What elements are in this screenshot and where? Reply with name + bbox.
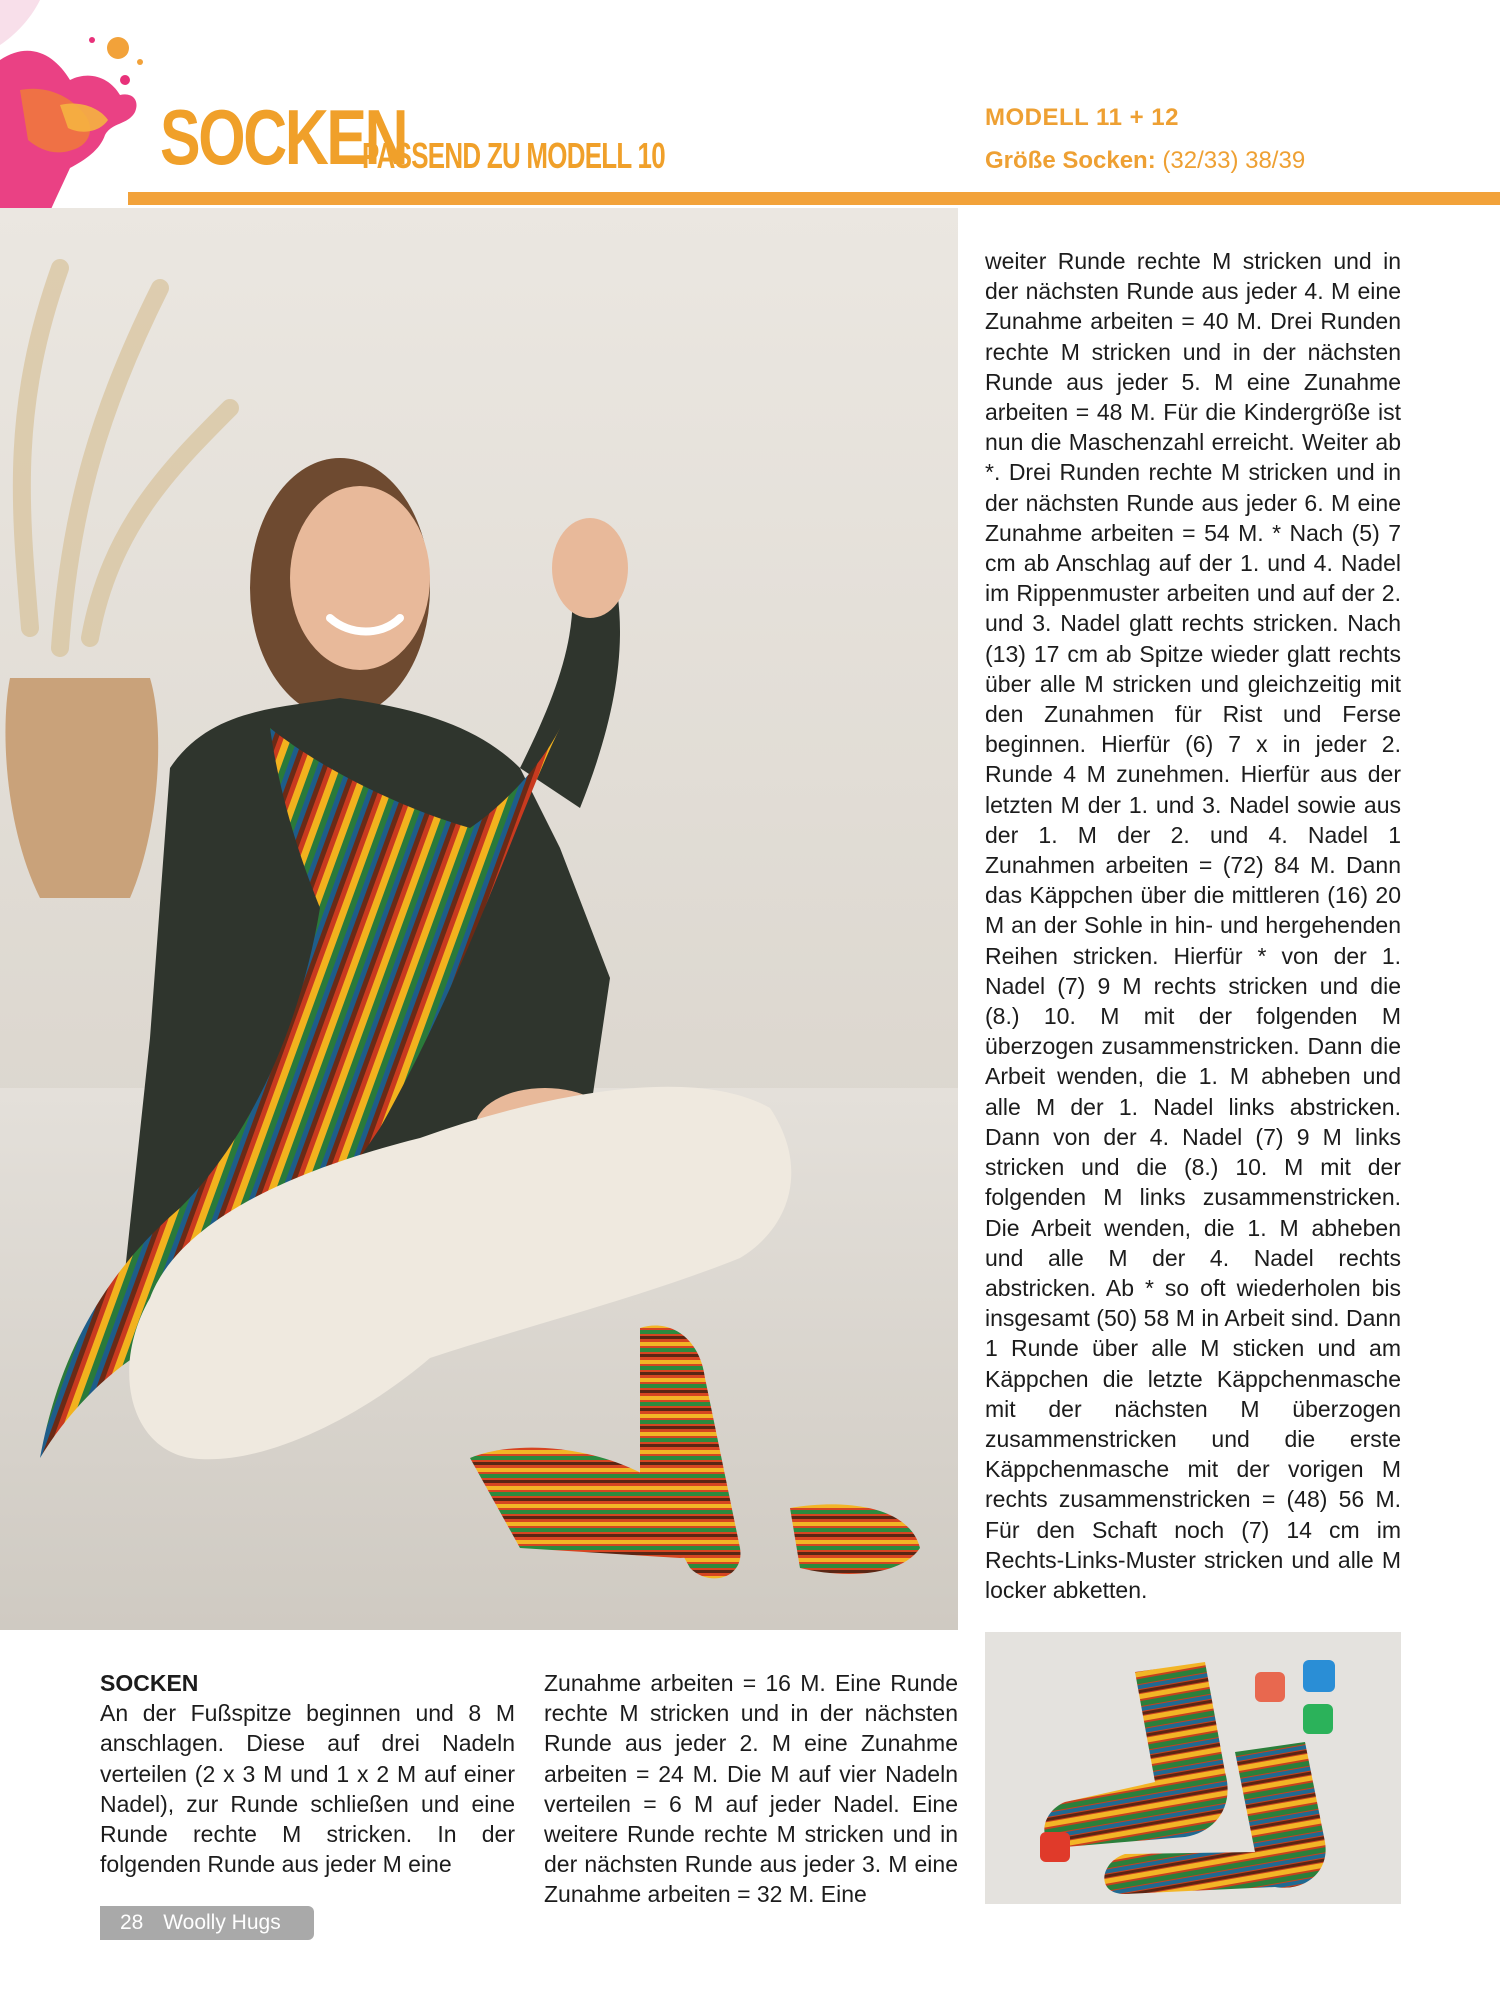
instructions-column-left xyxy=(100,1668,515,1879)
page-subtitle: PASSEND ZU MODELL 10 xyxy=(362,135,665,176)
size-label: Größe Socken: xyxy=(985,147,1156,174)
main-photo xyxy=(0,208,958,1630)
magazine-name: Woolly Hugs xyxy=(163,1911,281,1934)
section-heading: SOCKEN xyxy=(100,1670,199,1696)
socks-photo xyxy=(985,1632,1401,1904)
size-value: (32/33) 38/39 xyxy=(1162,147,1306,174)
page-footer xyxy=(100,1906,314,1940)
page-number: 28 xyxy=(120,1911,144,1934)
size-info xyxy=(985,147,1305,175)
main-photo-illustration xyxy=(0,208,958,1630)
page-title: SOCKEN xyxy=(160,93,407,181)
socks-photo-illustration xyxy=(985,1632,1401,1904)
instructions-column-middle: Zunahme arbeiten = 16 M. Eine Runde rechte M stricken und in der nächsten Runde aus jeder 2. M eine Zunahme arbeiten = 24 M. Die M auf vier Nadeln verteilen = 6 M auf jeder Nadel. Eine weitere Runde rechte M stricken und in der nächsten Runde aus jeder 3. M eine Zunahme arbeiten = 32 M. Eine xyxy=(544,1670,958,1908)
header-rule xyxy=(128,192,1500,205)
model-number: MODELL 11 + 12 xyxy=(985,104,1179,131)
instructions-column-right: weiter Runde rechte M stricken und in der nächsten Runde aus jeder 4. M eine Zunahme arbeiten = 40 M. Drei Runden rechte M stricken und in der nächsten Runde aus jeder 5. M eine Zunahme arbeiten = 48 M. Für die Kindergröße ist nun die Maschenzahl erreicht. Weiter ab *. Drei Runden rechte M stricken und in der nächsten Runde aus jeder 6. M eine Zunahme arbeiten = 54 M. * Nach (5) 7 cm ab Anschlag auf der 1. und 4. Nadel im Rippenmuster arbeiten und auf der 2. und 3. Nadel glatt rechts stricken. Nach (13) 17 cm ab Spitze wieder glatt rechts über alle M stricken und gleichzeitig mit den Zunahmen für Rist und Ferse beginnen. Hierfür (6) 7 x in jeder 2. Runde 4 M zunehmen. Hierfür aus der letzten M der 1. und 3. Nadel sowie aus der 1. M der 2. und 4. Nadel 1 Zunahmen arbeiten = (72) 84 M. Dann das Käppchen über die mittleren (16) 20 M an der Sohle in hin- und hergehenden Reihen stricken. Hierfür * von der 1. Nadel (7) 9 M rechts stricken und die (8.) 10. M mit der folgenden M überzogen zusammenstricken. Dann die Arbeit wenden, die 1. M abheben und alle M der 1. Nadel links abstricken. Dann von der 4. Nadel (7) 9 M links stricken und die (8.) 10. M mit der folgenden M links zusammenstricken. Die Arbeit wenden, die 1. M abheben und alle M der 4. Nadel rechts abstricken. Ab * so oft wiederholen bis insgesamt (50) 58 M in Arbeit sind. Dann 1 Runde über alle M sticken und am Käppchen die letzte Käppchenmasche mit der nächsten M überzogen zusammenstricken und die erste Käppchenmasche mit der vorigen M rechts zusammenstricken = (48) 56 M. Für den Schaft noch (7) 14 cm im Rechts-Links-Muster stricken und alle M locker abketten. xyxy=(985,248,1401,1603)
instructions-text-left: An der Fußspitze beginnen und 8 M anschlagen. Diese auf drei Nadeln verteilen (2 x 3 M und 1 x 2 M auf einer Nadel), zur Runde schließen und eine Runde rechte M stricken. In der folgenden Runde aus jeder M eine xyxy=(100,1700,515,1878)
